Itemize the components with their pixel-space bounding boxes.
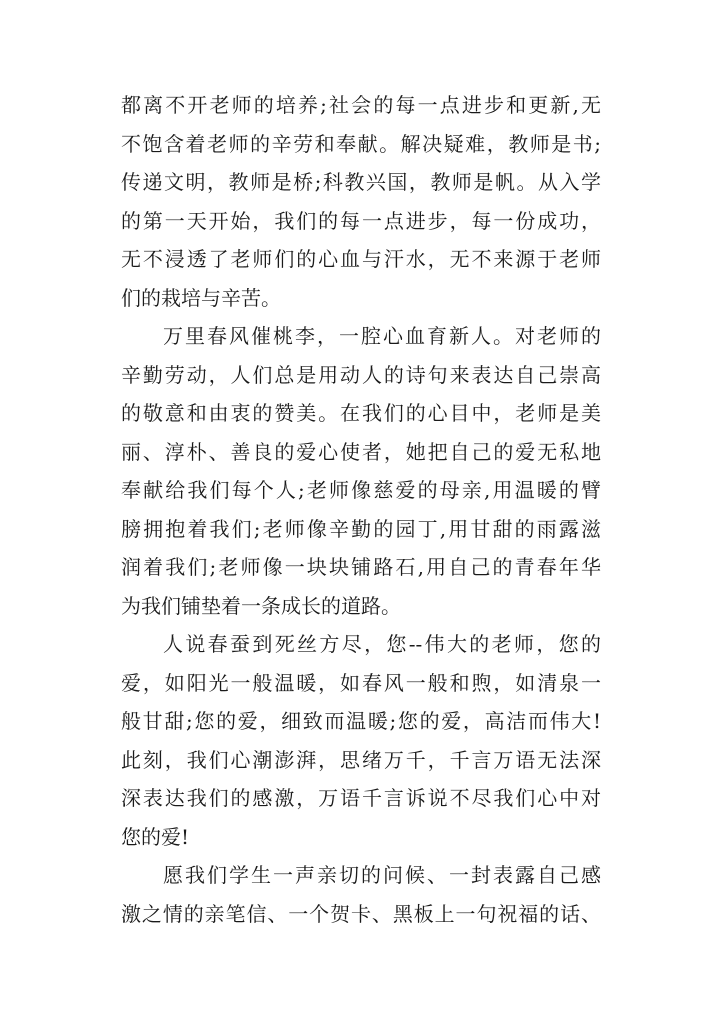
text-line: 您的爱! xyxy=(121,824,190,849)
text-line: 辛勤劳动，人们总是用动人的诗句来表达自己崇高 xyxy=(121,362,601,387)
text-line: 无不浸透了老师们的心血与汗水，无不来源于老师 xyxy=(121,247,601,271)
body-text xyxy=(121,86,601,933)
text-line: 深表达我们的感激，万语千言诉说不尽我们心中对 xyxy=(121,786,601,810)
paragraph-first-line: 万里春风催桃李，一腔心血育新人。对老师的 xyxy=(163,324,601,348)
text-line: 奉献给我们每个人;老师像慈爱的母亲,用温暖的臂 xyxy=(121,478,601,502)
text-line: 的第一天开始，我们的每一点进步，每一份成功， xyxy=(121,208,601,233)
text-line: 此刻，我们心潮澎湃，思绪万千，千言万语无法深 xyxy=(121,747,601,772)
text-line: 的敬意和由衷的赞美。在我们的心目中，老师是美 xyxy=(121,401,601,425)
paragraph-first-line: 愿我们学生一声亲切的问候、一封表露自己感 xyxy=(163,863,601,887)
paragraph-first-line: 人说春蚕到死丝方尽，您--伟大的老师，您的 xyxy=(163,632,601,656)
text-line: 们的栽培与辛苦。 xyxy=(121,285,281,310)
text-line: 不饱含着老师的辛劳和奉献。解决疑难，教师是书; xyxy=(121,131,601,156)
text-line: 都离不开老师的培养;社会的每一点进步和更新,无 xyxy=(121,93,601,117)
text-line: 润着我们;老师像一块块铺路石,用自己的青春年华 xyxy=(121,555,601,579)
text-line: 爱，如阳光一般温暖，如春风一般和煦，如清泉一 xyxy=(121,670,601,695)
text-line: 激之情的亲笔信、一个贺卡、黑板上一句祝福的话、 xyxy=(121,901,601,926)
text-line: 丽、淳朴、善良的爱心使者，她把自己的爱无私地 xyxy=(121,439,601,464)
text-line: 为我们铺垫着一条成长的道路。 xyxy=(121,593,401,618)
text-line: 般甘甜;您的爱，细致而温暖;您的爱，高洁而伟大! xyxy=(121,709,601,733)
text-line: 膀拥抱着我们;老师像辛勤的园丁,用甘甜的雨露滋 xyxy=(121,516,601,541)
text-line: 传递文明，教师是桥;科教兴国，教师是帆。从入学 xyxy=(121,170,601,194)
